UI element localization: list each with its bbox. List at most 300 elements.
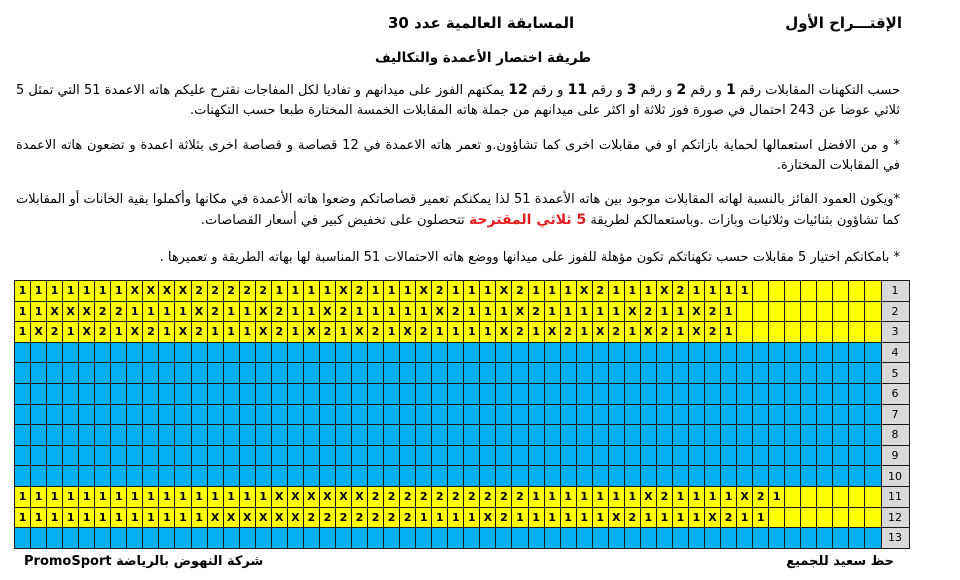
grid-cell: 1 — [688, 281, 704, 302]
grid-cell — [207, 363, 223, 384]
grid-cell — [448, 383, 464, 404]
grid-cell: X — [239, 507, 255, 528]
grid-cell: 2 — [335, 301, 351, 322]
grid-cell: X — [576, 281, 592, 302]
grid-cell: X — [79, 301, 95, 322]
grid-cell: 1 — [223, 322, 239, 343]
grid-cell — [432, 383, 448, 404]
grid-cell — [608, 425, 624, 446]
grid-cell — [448, 404, 464, 425]
grid-cell — [512, 342, 528, 363]
grid-cell — [528, 445, 544, 466]
grid-cell: X — [512, 301, 528, 322]
grid-cell: 2 — [656, 322, 672, 343]
grid-cell — [239, 425, 255, 446]
grid-cell — [319, 528, 335, 549]
grid-cell: 2 — [47, 322, 63, 343]
grid-cell — [737, 383, 753, 404]
grid-cell: 1 — [416, 507, 432, 528]
grid-cell — [865, 301, 881, 322]
grid-cell — [592, 404, 608, 425]
grid-cell: 1 — [15, 322, 31, 343]
grid-cell: 1 — [400, 301, 416, 322]
grid-cell — [111, 528, 127, 549]
grid-cell — [672, 363, 688, 384]
grid-cell — [175, 342, 191, 363]
grid-cell: X — [496, 281, 512, 302]
grid-cell — [849, 342, 865, 363]
grid-cell: X — [351, 322, 367, 343]
grid-cell — [127, 466, 143, 487]
grid-cell — [785, 301, 801, 322]
grid-cell: 1 — [31, 486, 47, 507]
grid-cell: 1 — [592, 301, 608, 322]
grid-cell: 1 — [175, 486, 191, 507]
grid-cell: 2 — [95, 301, 111, 322]
grid-cell — [737, 466, 753, 487]
grid-cell — [640, 466, 656, 487]
grid-cell — [833, 363, 849, 384]
grid-cell: 2 — [448, 486, 464, 507]
grid-cell — [448, 342, 464, 363]
grid-cell — [833, 486, 849, 507]
grid-cell — [47, 383, 63, 404]
grid-cell — [785, 445, 801, 466]
grid-cell — [271, 363, 287, 384]
grid-cell — [335, 445, 351, 466]
row-number: 2 — [881, 301, 909, 322]
grid-cell: 1 — [47, 281, 63, 302]
grid-cell — [528, 404, 544, 425]
row-number: 13 — [881, 528, 909, 549]
grid-cell — [31, 404, 47, 425]
grid-cell — [512, 445, 528, 466]
grid-cell: X — [640, 486, 656, 507]
grid-cell — [95, 425, 111, 446]
grid-cell — [560, 404, 576, 425]
grid-cell — [175, 528, 191, 549]
grid-cell — [111, 466, 127, 487]
grid-cell — [833, 425, 849, 446]
grid-cell: 1 — [111, 322, 127, 343]
grid-cell: 1 — [384, 322, 400, 343]
grid-cell: 1 — [175, 507, 191, 528]
grid-cell — [63, 466, 79, 487]
grid-cell — [400, 342, 416, 363]
grid-cell: 1 — [721, 301, 737, 322]
grid-cell — [769, 281, 785, 302]
grid-cell — [480, 383, 496, 404]
grid-cell — [512, 383, 528, 404]
grid-cell — [159, 466, 175, 487]
grid-cell — [255, 404, 271, 425]
grid-cell: 1 — [672, 301, 688, 322]
grid-cell — [159, 425, 175, 446]
grid-cell: 1 — [400, 281, 416, 302]
grid-cell — [496, 445, 512, 466]
row-number: 6 — [881, 383, 909, 404]
grid-cell: 2 — [512, 281, 528, 302]
method-subtitle: طريقة اختصار الأعمدة والتكاليف — [374, 50, 592, 66]
grid-cell — [640, 425, 656, 446]
grid-cell — [223, 466, 239, 487]
grid-cell — [801, 301, 817, 322]
grid-cell: 2 — [592, 281, 608, 302]
grid-cell: 2 — [400, 486, 416, 507]
grid-cell: 1 — [127, 486, 143, 507]
grid-cell: 1 — [528, 507, 544, 528]
grid-cell — [111, 445, 127, 466]
grid-cell: 1 — [271, 281, 287, 302]
grid-cell — [95, 466, 111, 487]
grid-cell — [608, 404, 624, 425]
grid-cell — [368, 342, 384, 363]
grid-cell — [480, 342, 496, 363]
grid-cell — [351, 342, 367, 363]
grid-cell: X — [287, 507, 303, 528]
grid-cell — [865, 404, 881, 425]
grid-row-6 — [15, 383, 910, 404]
grid-cell — [303, 363, 319, 384]
company-name: شركة النهوض بالرياضة PromoSport — [24, 554, 264, 569]
grid-cell — [384, 363, 400, 384]
grid-cell: 2 — [223, 281, 239, 302]
grid-cell: 1 — [544, 507, 560, 528]
grid-cell: 1 — [159, 322, 175, 343]
grid-cell — [576, 528, 592, 549]
grid-cell — [801, 445, 817, 466]
grid-cell — [656, 445, 672, 466]
grid-cell — [672, 425, 688, 446]
grid-cell — [560, 383, 576, 404]
grid-cell — [560, 466, 576, 487]
grid-cell: 1 — [624, 486, 640, 507]
grid-cell: 1 — [544, 281, 560, 302]
grid-cell — [400, 383, 416, 404]
grid-cell — [737, 425, 753, 446]
grid-cell — [688, 425, 704, 446]
grid-cell — [303, 383, 319, 404]
grid-cell — [753, 342, 769, 363]
grid-cell: 1 — [592, 486, 608, 507]
grid-cell — [143, 528, 159, 549]
grid-cell — [384, 383, 400, 404]
grid-cell — [640, 528, 656, 549]
grid-cell — [207, 342, 223, 363]
grid-cell: X — [127, 322, 143, 343]
grid-cell — [849, 363, 865, 384]
grid-cell — [31, 363, 47, 384]
grid-cell: 1 — [721, 486, 737, 507]
p1-run: حسب التكهنات المقابلات رقم — [735, 83, 900, 98]
grid-cell — [47, 445, 63, 466]
grid-cell: 2 — [705, 322, 721, 343]
grid-cell: 1 — [368, 281, 384, 302]
grid-cell — [239, 383, 255, 404]
grid-cell — [287, 445, 303, 466]
grid-cell — [721, 425, 737, 446]
grid-cell — [801, 507, 817, 528]
grid-cell — [496, 383, 512, 404]
grid-cell — [432, 445, 448, 466]
grid-cell: 2 — [143, 322, 159, 343]
grid-cell — [159, 383, 175, 404]
p1-run: 2 — [676, 82, 687, 98]
grid-cell — [63, 342, 79, 363]
grid-cell — [191, 466, 207, 487]
grid-cell — [817, 322, 833, 343]
grid-cell — [528, 425, 544, 446]
grid-cell — [159, 342, 175, 363]
row-number: 10 — [881, 466, 909, 487]
grid-cell: 1 — [624, 281, 640, 302]
grid-cell — [865, 322, 881, 343]
grid-cell — [769, 322, 785, 343]
grid-row-5 — [15, 363, 910, 384]
grid-cell — [239, 445, 255, 466]
grid-cell: 1 — [656, 301, 672, 322]
grid-cell — [432, 528, 448, 549]
grid-cell — [672, 528, 688, 549]
grid-cell — [63, 445, 79, 466]
grid-cell — [79, 383, 95, 404]
grid-cell — [384, 466, 400, 487]
grid-cell — [672, 383, 688, 404]
grid-cell: X — [335, 281, 351, 302]
grid-row-2 — [15, 301, 910, 322]
grid-cell — [721, 342, 737, 363]
grid-cell: 2 — [400, 507, 416, 528]
grid-cell — [175, 383, 191, 404]
grid-cell — [865, 383, 881, 404]
grid-cell — [817, 466, 833, 487]
grid-cell — [640, 383, 656, 404]
grid-cell — [287, 404, 303, 425]
grid-cell — [95, 445, 111, 466]
grid-cell — [480, 404, 496, 425]
grid-cell — [63, 404, 79, 425]
grid-cell: X — [47, 301, 63, 322]
grid-cell — [319, 466, 335, 487]
grid-cell — [319, 342, 335, 363]
grid-cell — [15, 404, 31, 425]
grid-cell — [368, 404, 384, 425]
grid-cell — [608, 383, 624, 404]
row-number: 1 — [881, 281, 909, 302]
grid-cell: 1 — [672, 322, 688, 343]
grid-cell — [95, 404, 111, 425]
grid-cell — [95, 363, 111, 384]
grid-cell — [801, 363, 817, 384]
grid-cell — [592, 466, 608, 487]
grid-cell: X — [624, 301, 640, 322]
grid-cell — [865, 363, 881, 384]
grid-cell: 2 — [319, 322, 335, 343]
grid-row-4 — [15, 342, 910, 363]
grid-cell: 1 — [63, 486, 79, 507]
grid-cell: 2 — [303, 507, 319, 528]
grid-cell — [15, 342, 31, 363]
grid-cell — [865, 486, 881, 507]
grid-cell — [496, 425, 512, 446]
p1-run: 11 — [567, 82, 588, 98]
grid-cell — [480, 425, 496, 446]
grid-cell — [656, 383, 672, 404]
grid-cell — [464, 342, 480, 363]
grid-cell — [640, 342, 656, 363]
grid-cell — [544, 528, 560, 549]
grid-cell — [737, 445, 753, 466]
grid-cell — [769, 383, 785, 404]
grid-cell: X — [319, 301, 335, 322]
p1-run: و رقم — [636, 83, 677, 98]
grid-cell: 1 — [159, 486, 175, 507]
grid-cell — [512, 404, 528, 425]
grid-cell — [721, 383, 737, 404]
grid-cell — [656, 404, 672, 425]
grid-cell — [688, 404, 704, 425]
grid-cell: 1 — [191, 486, 207, 507]
grid-cell: 1 — [464, 322, 480, 343]
grid-cell — [223, 383, 239, 404]
grid-cell: X — [335, 486, 351, 507]
grid-cell: 1 — [544, 486, 560, 507]
grid-cell: 1 — [721, 322, 737, 343]
grid-cell — [737, 342, 753, 363]
grid-cell — [753, 445, 769, 466]
grid-cell — [319, 445, 335, 466]
grid-cell — [95, 342, 111, 363]
grid-cell — [79, 404, 95, 425]
grid-cell: 1 — [560, 301, 576, 322]
grid-cell — [303, 466, 319, 487]
grid-cell: X — [287, 486, 303, 507]
grid-cell: 1 — [95, 486, 111, 507]
grid-cell — [448, 445, 464, 466]
p1-run: و رقم — [527, 83, 568, 98]
grid-cell — [368, 466, 384, 487]
grid-cell — [31, 342, 47, 363]
grid-cell — [271, 466, 287, 487]
grid-cell: X — [191, 301, 207, 322]
grid-cell — [785, 425, 801, 446]
grid-cell — [544, 445, 560, 466]
grid-cell — [271, 445, 287, 466]
grid-cell — [15, 383, 31, 404]
grid-cell — [351, 404, 367, 425]
grid-cell — [175, 363, 191, 384]
p1-run: و رقم — [686, 83, 727, 98]
grid-cell — [817, 507, 833, 528]
grid-cell — [159, 404, 175, 425]
grid-cell: 1 — [688, 486, 704, 507]
p1-run: 1 — [726, 82, 736, 98]
grid-cell — [624, 404, 640, 425]
grid-cell — [833, 528, 849, 549]
grid-cell — [416, 425, 432, 446]
grid-cell — [624, 363, 640, 384]
grid-cell — [351, 528, 367, 549]
grid-cell: 1 — [111, 281, 127, 302]
columns-grid — [14, 280, 910, 549]
grid-cell — [769, 404, 785, 425]
grid-cell — [111, 383, 127, 404]
grid-cell — [191, 383, 207, 404]
grid-cell: 1 — [705, 486, 721, 507]
grid-cell: 2 — [528, 301, 544, 322]
grid-cell — [512, 363, 528, 384]
grid-cell — [191, 363, 207, 384]
grid-cell: 1 — [287, 301, 303, 322]
grid-cell — [111, 342, 127, 363]
grid-cell: X — [255, 322, 271, 343]
grid-cell: X — [175, 281, 191, 302]
grid-cell — [640, 363, 656, 384]
grid-cell — [737, 528, 753, 549]
grid-cell: 2 — [608, 322, 624, 343]
row-number: 7 — [881, 404, 909, 425]
grid-cell — [656, 342, 672, 363]
grid-cell — [801, 322, 817, 343]
grid-cell — [416, 445, 432, 466]
grid-cell: 1 — [335, 322, 351, 343]
grid-cell — [705, 342, 721, 363]
grid-cell — [368, 363, 384, 384]
grid-cell — [464, 404, 480, 425]
grid-cell — [255, 363, 271, 384]
grid-cell — [624, 466, 640, 487]
grid-cell — [111, 425, 127, 446]
grid-cell — [496, 342, 512, 363]
grid-cell — [672, 342, 688, 363]
grid-cell — [480, 363, 496, 384]
grid-cell — [63, 528, 79, 549]
grid-cell — [416, 466, 432, 487]
grid-cell — [849, 404, 865, 425]
grid-cell — [464, 383, 480, 404]
grid-cell: 2 — [319, 507, 335, 528]
grid-cell — [416, 404, 432, 425]
grid-cell — [31, 383, 47, 404]
paragraph-intro — [16, 80, 900, 121]
grid-cell — [239, 342, 255, 363]
grid-cell — [95, 528, 111, 549]
grid-cell — [255, 445, 271, 466]
grid-cell — [833, 342, 849, 363]
grid-cell — [319, 425, 335, 446]
grid-cell — [785, 322, 801, 343]
grid-cell: 1 — [544, 301, 560, 322]
paragraph-choice — [16, 248, 900, 268]
grid-cell: 1 — [753, 507, 769, 528]
grid-cell — [801, 425, 817, 446]
grid-cell: 1 — [672, 486, 688, 507]
grid-cell: 2 — [432, 486, 448, 507]
grid-cell: 1 — [737, 281, 753, 302]
grid-cell — [335, 466, 351, 487]
grid-cell: 1 — [63, 322, 79, 343]
grid-cell: 1 — [15, 507, 31, 528]
grid-cell: 1 — [480, 301, 496, 322]
grid-cell — [769, 445, 785, 466]
grid-cell — [785, 383, 801, 404]
grid-cell — [592, 445, 608, 466]
grid-cell — [271, 404, 287, 425]
grid-cell — [705, 425, 721, 446]
grid-cell: 1 — [576, 322, 592, 343]
grid-cell — [608, 342, 624, 363]
grid-cell: 1 — [127, 301, 143, 322]
